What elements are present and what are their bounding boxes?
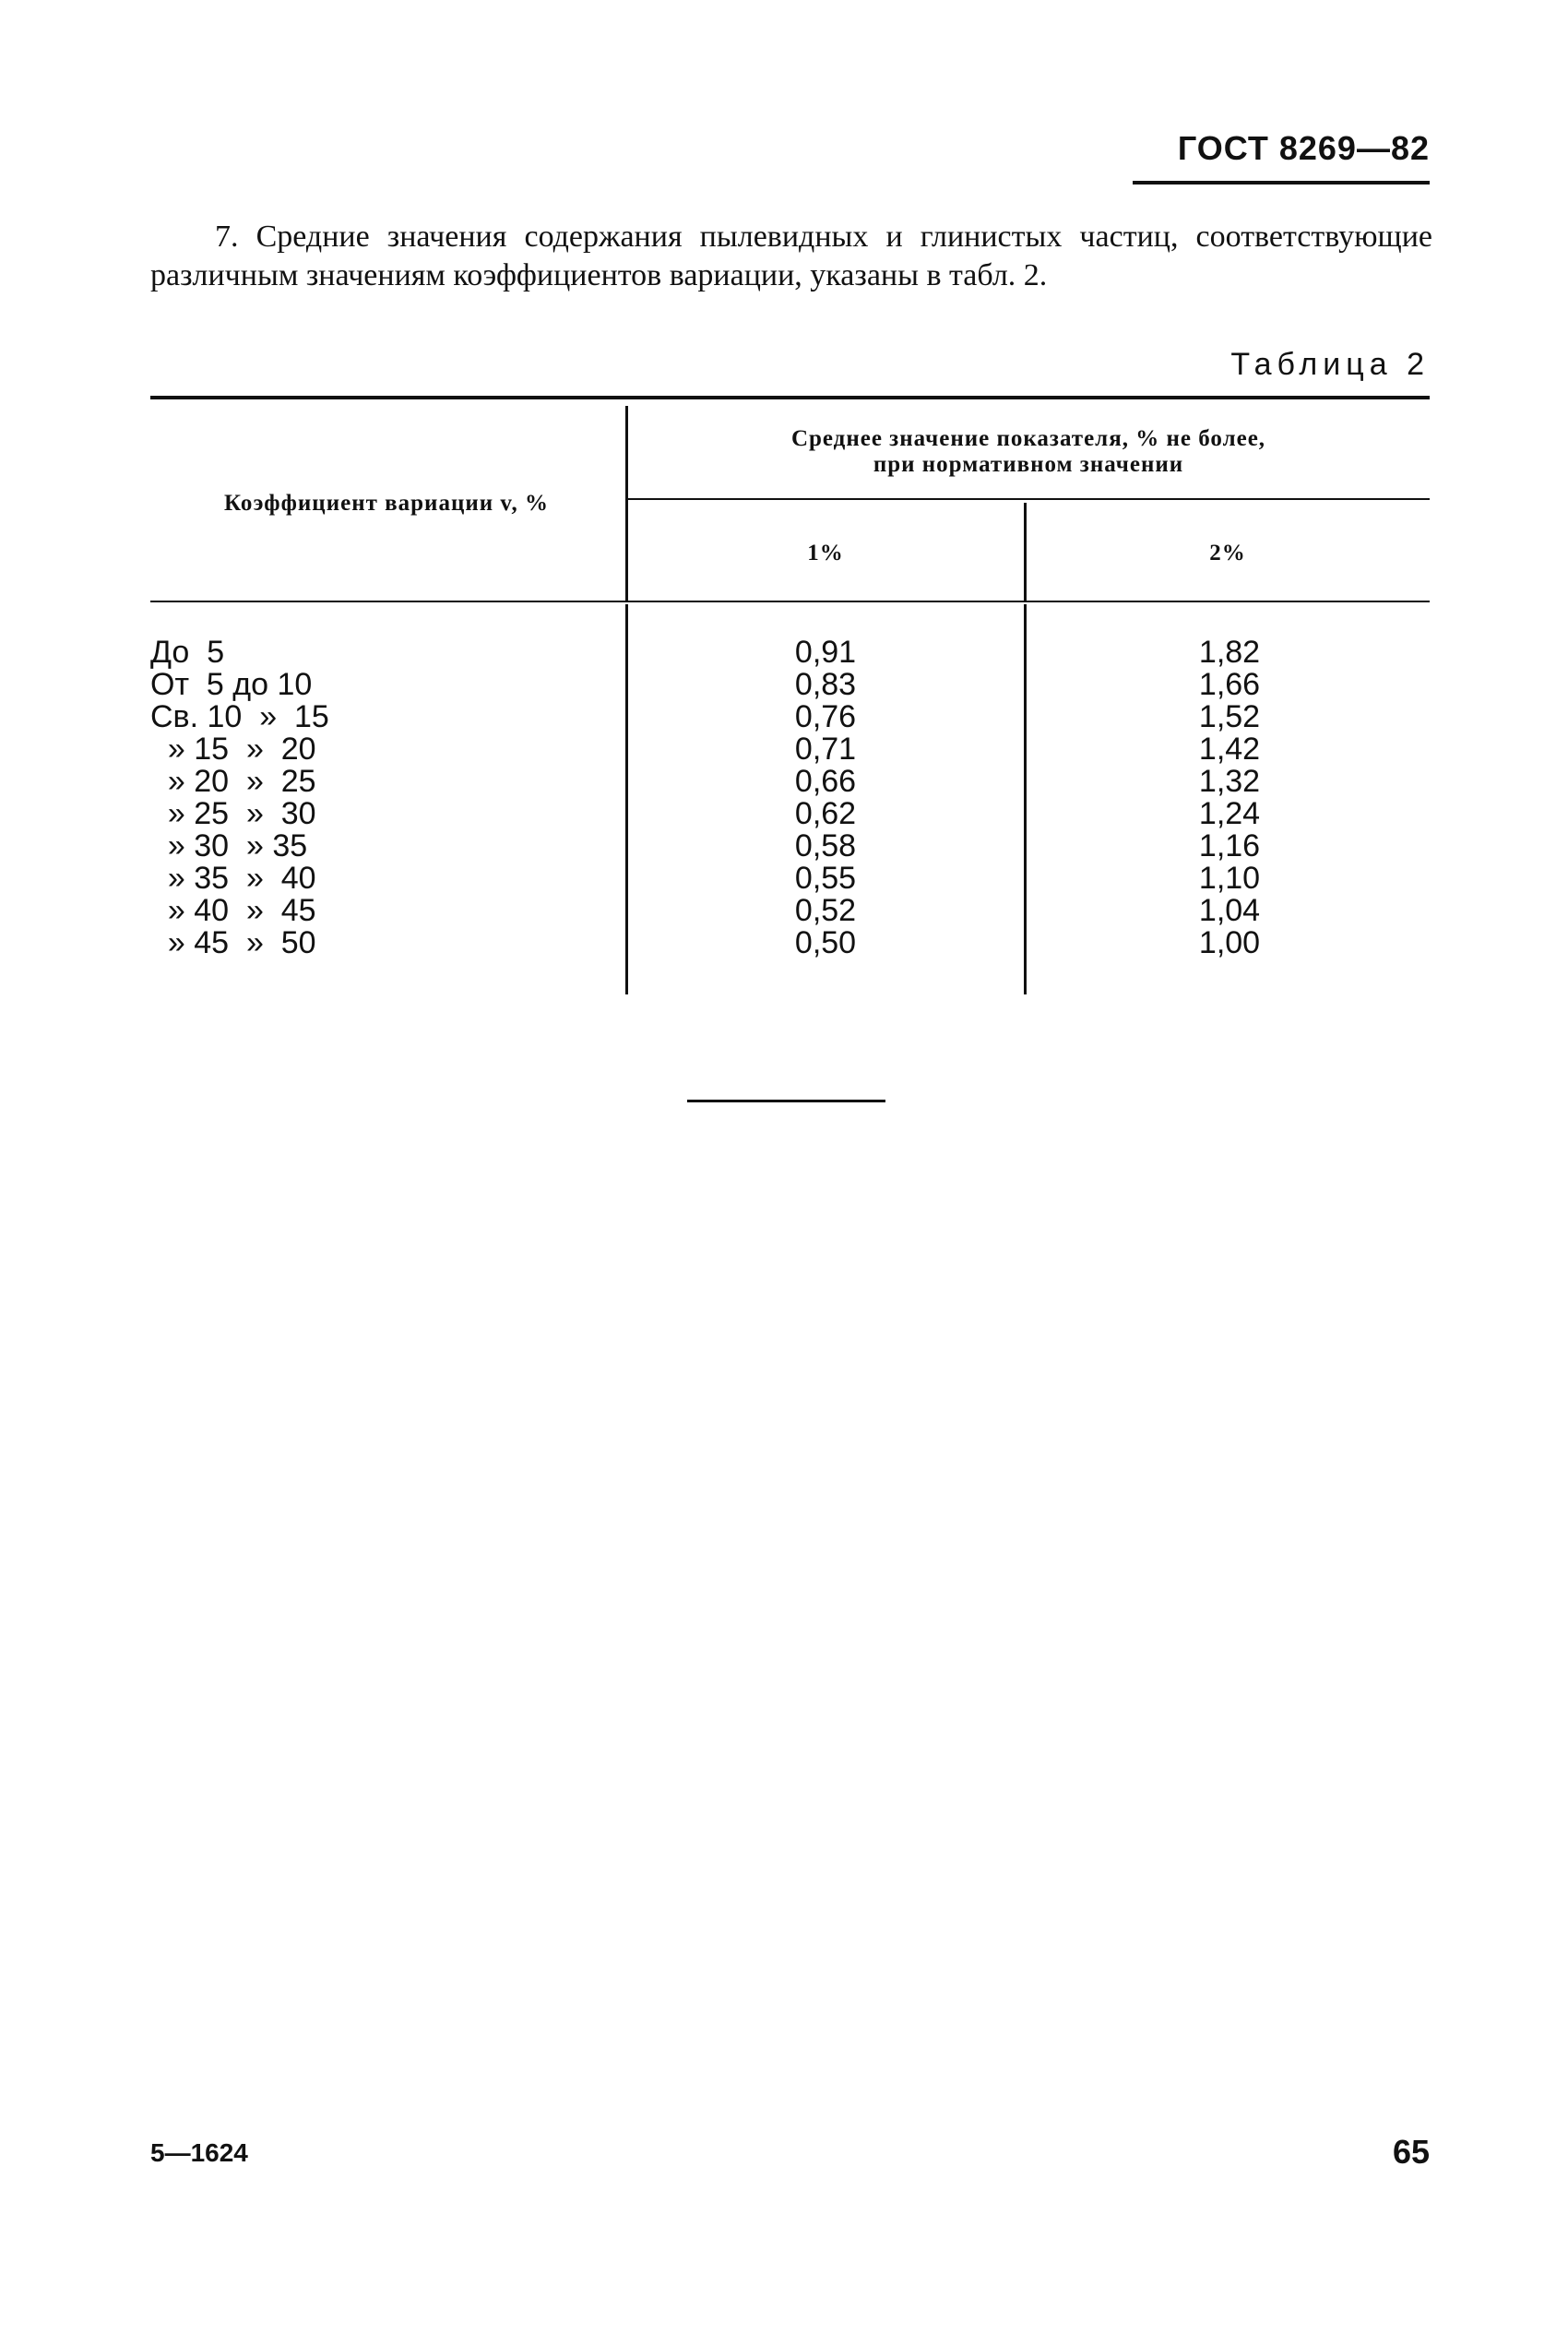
row-value-2: 1,04 — [1198, 893, 1261, 928]
header-rule — [1133, 181, 1430, 184]
row-value-2: 1,10 — [1198, 861, 1261, 896]
row-value-1: 0,62 — [794, 796, 857, 831]
row-value-1: 0,52 — [794, 893, 857, 928]
row-value-1: 0,71 — [794, 732, 857, 767]
row-label: » 20 » 25 — [150, 764, 316, 799]
row-value-2: 1,42 — [1198, 732, 1261, 767]
table-caption: Таблица 2 — [1230, 347, 1430, 382]
section-end-rule — [687, 1100, 885, 1102]
group-header-line2: при нормативном значении — [873, 452, 1184, 477]
row-label: » 45 » 50 — [150, 925, 316, 960]
print-order-code: 5—1624 — [150, 2138, 248, 2167]
page-number: 65 — [1392, 2133, 1430, 2171]
row-value-1: 0,55 — [794, 861, 857, 896]
row-value-1: 0,66 — [794, 764, 857, 799]
row-label: » 15 » 20 — [150, 732, 316, 767]
row-value-1: 0,50 — [794, 925, 857, 960]
row-label: » 40 » 45 — [150, 893, 316, 928]
group-header-line1: Среднее значение показателя, % не более, — [790, 426, 1266, 451]
column-divider-1-body — [625, 604, 628, 994]
row-label: » 35 » 40 — [150, 861, 316, 896]
row-value-1: 0,58 — [794, 828, 857, 863]
row-value-1: 0,83 — [794, 667, 857, 702]
row-value-2: 1,16 — [1198, 828, 1261, 863]
table-top-rule — [150, 396, 1430, 399]
subheader-2-percent: 2% — [1209, 541, 1246, 565]
row-value-2: 1,24 — [1198, 796, 1261, 831]
group-header-rule — [627, 498, 1430, 500]
row-value-1: 0,91 — [794, 635, 857, 670]
subheader-1-percent: 1% — [807, 541, 844, 565]
row-label: Св. 10 » 15 — [150, 699, 329, 734]
row-value-2: 1,66 — [1198, 667, 1261, 702]
header-bottom-rule — [150, 601, 1430, 602]
column-divider-2-header — [1024, 503, 1027, 601]
column-divider-2-body — [1024, 604, 1027, 994]
row-value-2: 1,32 — [1198, 764, 1261, 799]
intro-paragraph: 7. Средние значения содержания пылевидных и глинистых частиц, соответствующие различным значениям коэффициентов вариации, указаны в табл. 2. — [150, 220, 1432, 292]
column-divider-1-header — [625, 406, 628, 601]
row-label: От 5 до 10 — [150, 667, 313, 702]
row-label: » 30 » 35 — [150, 828, 308, 863]
row-value-1: 0,76 — [794, 699, 857, 734]
row-label: » 25 » 30 — [150, 796, 316, 831]
column-header-coefficient: Коэффициент вариации v, % — [223, 491, 550, 516]
row-value-2: 1,52 — [1198, 699, 1261, 734]
row-value-2: 1,00 — [1198, 925, 1261, 960]
row-label: До 5 — [150, 635, 225, 670]
row-value-2: 1,82 — [1198, 635, 1261, 670]
document-code: ГОСТ 8269—82 — [1177, 129, 1430, 167]
